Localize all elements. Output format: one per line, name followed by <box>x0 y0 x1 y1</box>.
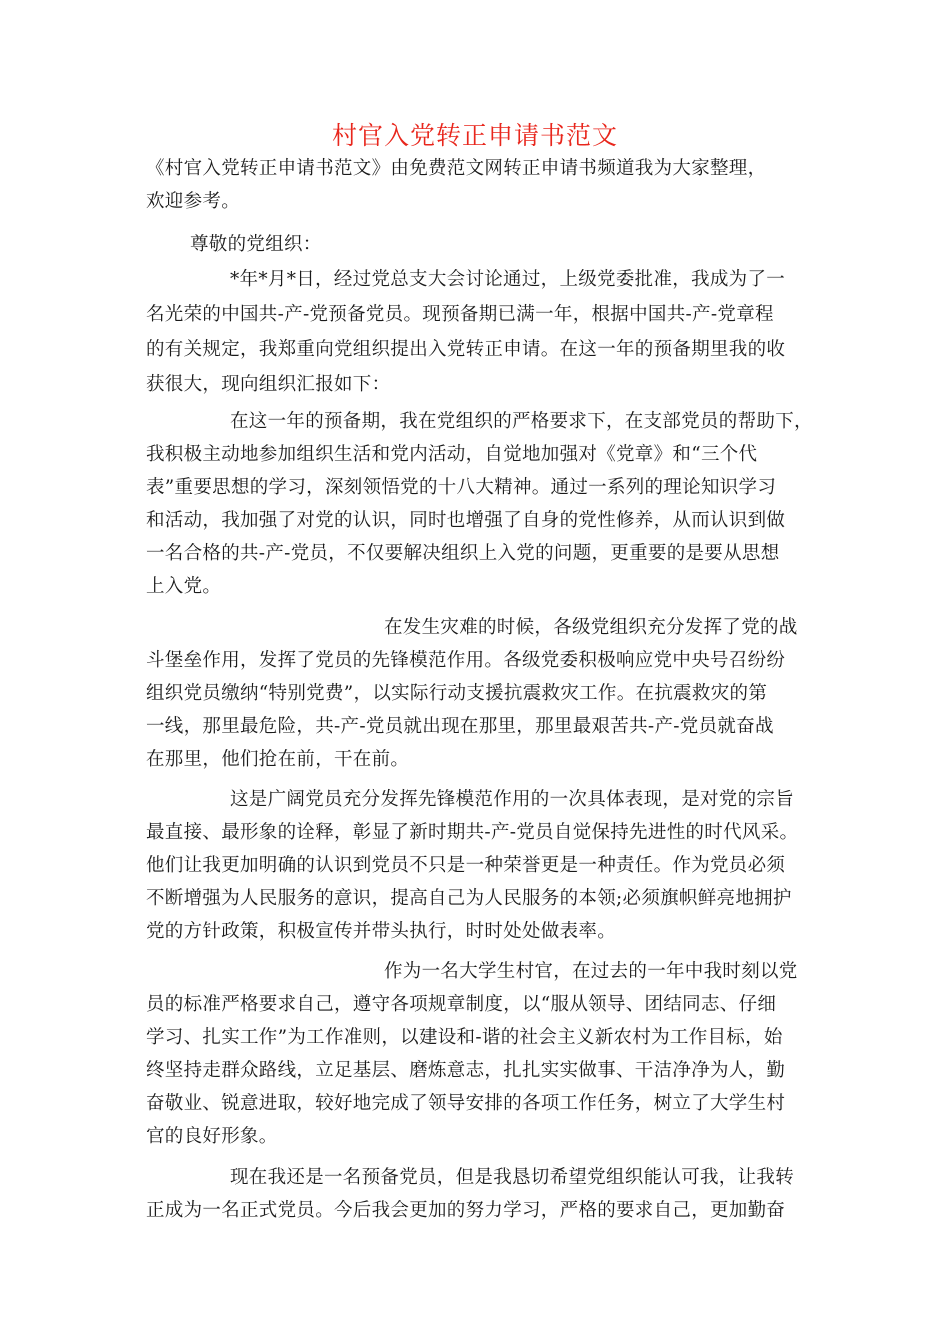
text-line: 一名合格的共-产-党员，不仅要解决组织上入党的问题，更重要的是要从思想 <box>146 543 780 564</box>
text-line: 《村官入党转正申请书范文》由免费范文网转正申请书频道我为大家整理， <box>146 158 767 179</box>
text-line: 不断增强为人民服务的意识，提高自己为人民服务的本领;必须旗帜鲜亮地拥护 <box>146 888 792 909</box>
text-line: 组织党员缴纳“特别党费”，以实际行动支援抗震救灾工作。在抗震救灾的第 <box>146 683 768 704</box>
text-line: 获很大，现向组织汇报如下： <box>146 374 391 395</box>
text-line: 官的良好形象。 <box>146 1126 278 1147</box>
text-line: *年*月*日，经过党总支大会讨论通过，上级党委批准，我成为了一 <box>230 269 786 290</box>
text-line: 正成为一名正式党员。今后我会更加的努力学习，严格的要求自己，更加勤奋 <box>146 1200 786 1221</box>
text-line: 奋敬业、锐意进取，较好地完成了领导安排的各项工作任务，树立了大学生村 <box>146 1093 786 1114</box>
text-line: 最直接、最形象的诠释，彰显了新时期共-产-党员自觉保持先进性的时代风采。 <box>146 822 799 843</box>
text-line: 表”重要思想的学习，深刻领悟党的十八大精神。通过一系列的理论知识学习 <box>146 477 777 498</box>
text-line: 在发生灾难的时候，各级党组织充分发挥了党的战 <box>384 617 798 638</box>
text-line: 和活动，我加强了对党的认识，同时也增强了自身的党性修养，从而认识到做 <box>146 510 786 531</box>
text-line: 现在我还是一名预备党员，但是我恳切希望党组织能认可我，让我转 <box>230 1167 795 1188</box>
document-title: 村官入党转正申请书范文 <box>331 121 618 150</box>
text-line: 我积极主动地参加组织生活和党内活动，自觉地加强对《党章》和“三个代 <box>146 444 758 465</box>
text-line: 在那里，他们抢在前，干在前。 <box>146 749 410 770</box>
text-line: 上入党。 <box>146 576 222 597</box>
text-line: 他们让我更加明确的认识到党员不只是一种荣誉更是一种责任。作为党员必须 <box>146 855 786 876</box>
text-line: 学习、扎实工作”为工作准则，以建设和-谐的社会主义新农村为工作目标，始 <box>146 1027 783 1048</box>
text-line: 名光荣的中国共-产-党预备党员。现预备期已满一年，根据中国共-产-党章程 <box>146 304 774 325</box>
text-line: 党的方针政策，积极宣传并带头执行，时时处处做表率。 <box>146 921 617 942</box>
text-line: 一线，那里最危险，共-产-党员就出现在那里，那里最艰苦共-产-党员就奋战 <box>146 716 774 737</box>
text-line: 这是广阔党员充分发挥先锋模范作用的一次具体表现，是对党的宗旨 <box>230 789 795 810</box>
text-line: 在这一年的预备期，我在党组织的严格要求下，在支部党员的帮助下， <box>230 411 813 432</box>
text-line: 欢迎参考。 <box>146 191 241 212</box>
text-line: 员的标准严格要求自己，遵守各项规章制度，以“服从领导、团结同志、仔细 <box>146 994 777 1015</box>
text-line: 作为一名大学生村官，在过去的一年中我时刻以党 <box>384 961 798 982</box>
salutation: 尊敬的党组织： <box>190 234 322 255</box>
text-line: 的有关规定，我郑重向党组织提出入党转正申请。在这一年的预备期里我的收 <box>146 339 786 360</box>
text-line: 斗堡垒作用，发挥了党员的先锋模范作用。各级党委积极响应党中央号召纷纷 <box>146 650 786 671</box>
text-line: 终坚持走群众路线，立足基层、磨炼意志，扎扎实实做事、干洁净净为人，勤 <box>146 1060 786 1081</box>
